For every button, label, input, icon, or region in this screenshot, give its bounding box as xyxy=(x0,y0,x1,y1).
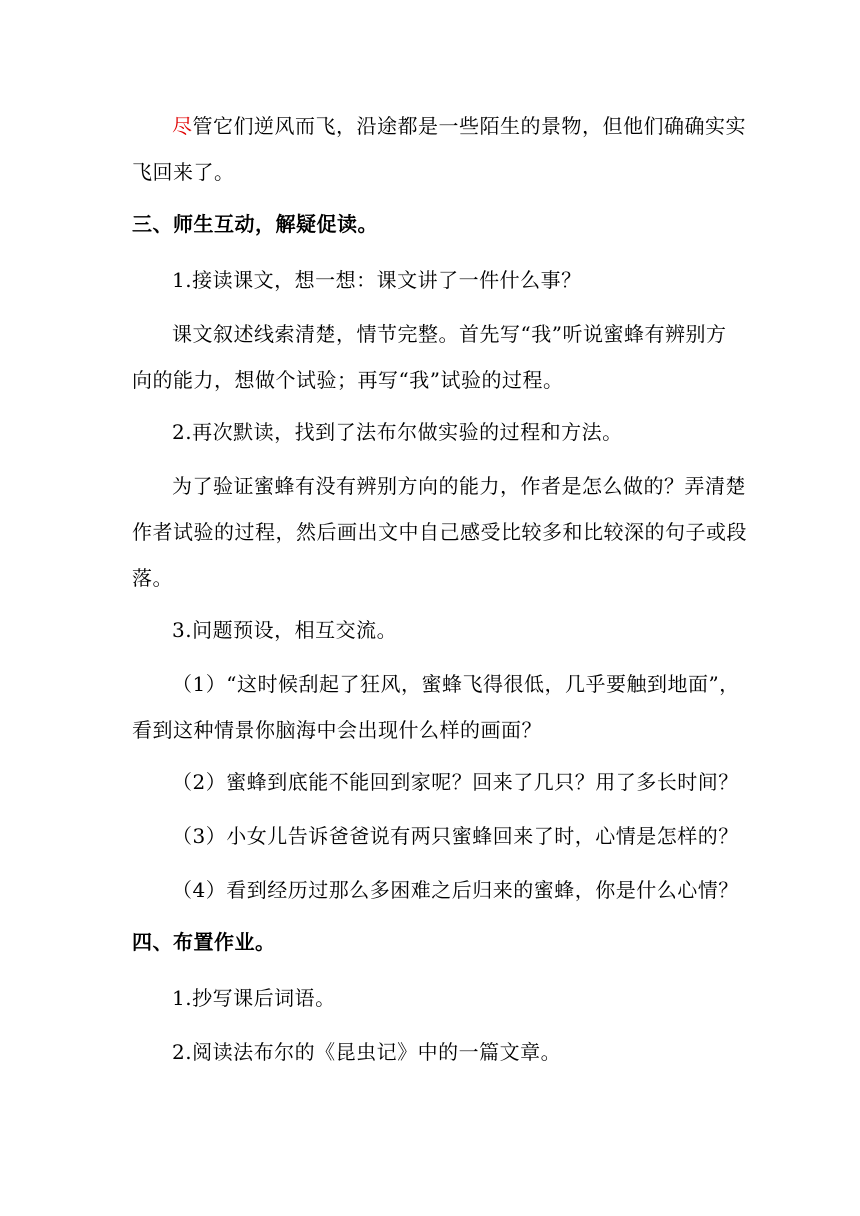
question-line: 2.再次默读，找到了法布尔做实验的过程和方法。 xyxy=(172,420,623,444)
paragraph-text: 管它们逆风而飞，沿途都是一些陌生的景物，但他们确确实实 xyxy=(192,114,746,138)
sub-question-line: （1）“这时候刮起了狂风，蜜蜂飞得很低，几乎要触到地面”， xyxy=(172,672,740,696)
paragraph-line: 作者试验的过程，然后画出文中自己感受比较多和比较深的句子或段 xyxy=(132,520,747,544)
question-line: 3.问题预设，相互交流。 xyxy=(172,618,398,642)
paragraph-line: 落。 xyxy=(132,566,173,590)
paragraph-line: 向的能力，想做个试验；再写“我”试验的过程。 xyxy=(132,368,564,392)
homework-item: 2.阅读法布尔的《昆虫记》中的一篇文章。 xyxy=(172,1040,562,1064)
paragraph-line xyxy=(172,114,746,138)
sub-question-line: 看到这种情景你脑海中会出现什么样的画面？ xyxy=(132,718,542,742)
sub-question-line: （3）小女儿告诉爸爸说有两只蜜蜂回来了时，心情是怎样的？ xyxy=(172,824,739,848)
paragraph-line: 飞回来了。 xyxy=(132,160,235,184)
sub-question-line: （4）看到经历过那么多困难之后归来的蜜蜂，你是什么心情？ xyxy=(172,878,739,902)
section-heading: 三、师生互动，解疑促读。 xyxy=(132,212,378,236)
paragraph-line: 为了验证蜜蜂有没有辨别方向的能力，作者是怎么做的？弄清楚 xyxy=(172,474,746,498)
section-heading: 四、布置作业。 xyxy=(132,930,276,954)
paragraph-line: 课文叙述线索清楚，情节完整。首先写“我”听说蜜蜂有辨别方 xyxy=(172,322,727,346)
question-line: 1.接读课文，想一想：课文讲了一件什么事？ xyxy=(172,268,582,292)
homework-item: 1.抄写课后词语。 xyxy=(172,986,336,1010)
sub-question-line: （2）蜜蜂到底能不能回到家呢？回来了几只？用了多长时间？ xyxy=(172,770,739,794)
highlighted-first-char: 尽 xyxy=(172,114,193,138)
